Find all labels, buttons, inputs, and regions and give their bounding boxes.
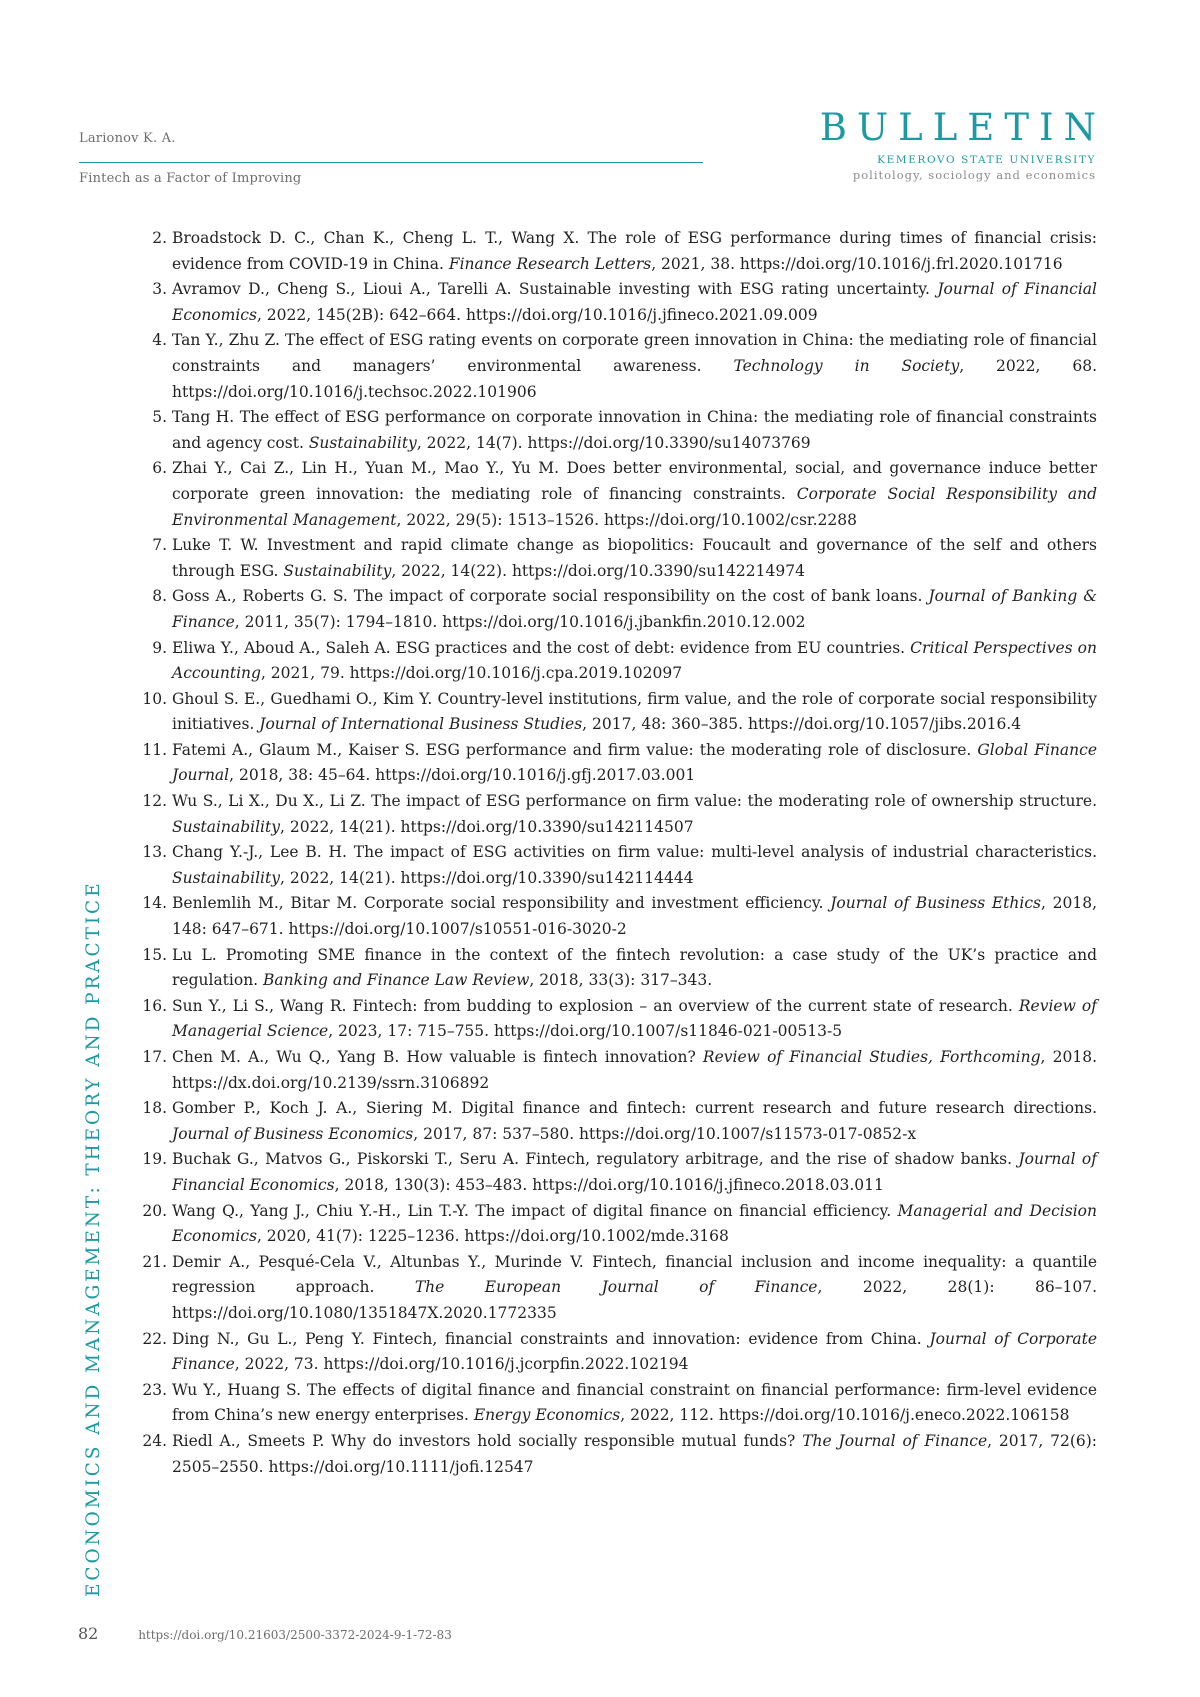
reference-text (172, 533, 1097, 584)
reference-authors-title: Chen M. A., Wu Q., Yang B. How valuable is fintech innovation? (172, 1048, 703, 1066)
reference-item (140, 994, 1097, 1045)
reference-authors-title: Wu S., Li X., Du X., Li Z. The impact of ESG performance on firm value: the moderating role of ownership structure. (172, 792, 1097, 811)
reference-number: 8. (152, 587, 167, 606)
reference-authors-title: Lu L. Promoting SME finance in the context of the fintech revolution: a case study of the UK’s practice and regulation. (172, 945, 1097, 990)
footer-doi-link[interactable]: https://doi.org/10.21603/2500-3372-2024-9-1-72-83 (138, 1628, 452, 1642)
reference-authors-title: Tan Y., Zhu Z. The effect of ESG rating events on corporate green innovation in China: the mediating role of financial constraints and managers’ environmental awareness. (172, 331, 1097, 375)
reference-text (172, 738, 1097, 789)
reference-item (140, 891, 1097, 942)
reference-text (172, 405, 1097, 456)
reference-details[interactable]: , 2018, 130(3): 453–483. https://doi.org/10.1016/j.jfineco.2018.03.011 (334, 1175, 884, 1194)
reference-details[interactable]: , 2020, 41(7): 1225–1236. https://doi.org/10.1002/mde.3168 (256, 1227, 729, 1246)
reference-item (140, 226, 1097, 277)
reference-item (140, 789, 1097, 840)
reference-item (140, 1429, 1097, 1480)
reference-text (172, 891, 1097, 942)
reference-authors-title: Ding N., Gu L., Peng Y. Fintech, financial constraints and innovation: evidence from China. (172, 1329, 930, 1348)
reference-details[interactable]: , 2017, 87: 537–580. https://doi.org/10.1007/s11573-017-0852-x (413, 1124, 917, 1143)
reference-item (140, 840, 1097, 891)
reference-number: 24. (142, 1431, 167, 1450)
reference-item (140, 584, 1097, 635)
reference-journal: Sustainability (283, 561, 392, 580)
reference-item (140, 738, 1097, 789)
reference-details[interactable]: , 2018. https://dx.doi.org/10.2139/ssrn.3106892 (172, 1048, 1097, 1092)
reference-authors-title: Benlemlih M., Bitar M. Corporate social responsibility and investment efficiency. (172, 894, 831, 913)
reference-item (140, 1199, 1097, 1250)
reference-number: 4. (152, 331, 167, 350)
reference-details[interactable]: , 2021, 38. https://doi.org/10.1016/j.frl.2020.101716 (651, 254, 1063, 273)
reference-authors-title: Wang Q., Yang J., Chiu Y.-H., Lin T.-Y. The impact of digital finance on financial efficiency. (172, 1201, 898, 1220)
reference-journal: Technology in Society (733, 356, 960, 375)
reference-details[interactable]: , 2022, 28(1): 86–107. https://doi.org/10.1080/1351847X.2020.1772335 (172, 1278, 1097, 1322)
reference-number: 17. (142, 1048, 167, 1066)
reference-journal: Journal of International Business Studies (259, 715, 583, 734)
reference-journal: Sustainability (172, 868, 280, 887)
page-footer (78, 1624, 452, 1643)
reference-text (172, 1250, 1097, 1327)
reference-list (140, 226, 1097, 1480)
reference-journal: Journal of Banking & Finance (172, 587, 1097, 631)
reference-number: 7. (152, 536, 167, 555)
reference-journal: The Journal of Finance (802, 1431, 988, 1450)
brand-subtitle-university: KEMEROVO STATE UNIVERSITY (877, 154, 1096, 166)
reference-details[interactable]: , 2011, 35(7): 1794–1810. https://doi.org/10.1016/j.jbankfin.2010.12.002 (234, 612, 806, 631)
reference-text (172, 1045, 1097, 1096)
reference-details[interactable]: , 2022, 68. https://doi.org/10.1016/j.techsoc.2022.101906 (172, 356, 1098, 401)
reference-item (140, 636, 1097, 687)
reference-journal: Global Finance Journal (172, 740, 1097, 785)
reference-authors-title: Gomber P., Koch J. A., Siering M. Digital finance and fintech: current research and future research directions. (172, 1099, 1097, 1118)
reference-number: 19. (142, 1150, 167, 1169)
reference-journal: Journal of Corporate Finance (172, 1329, 1097, 1374)
reference-authors-title: Buchak G., Matvos G., Piskorski T., Seru A. Fintech, regulatory arbitrage, and the rise of shadow banks. (172, 1150, 1019, 1169)
reference-authors-title: Zhai Y., Cai Z., Lin H., Yuan M., Mao Y., Yu M. Does better environmental, social, and governance induce better corporate green innovation: the mediating role of financing constraints. (172, 459, 1097, 503)
reference-details[interactable]: , 2018, 148: 647–671. https://doi.org/10.1007/s10551-016-3020-2 (172, 894, 1097, 939)
reference-item (140, 277, 1097, 328)
reference-details[interactable]: , 2018, 38: 45–64. https://doi.org/10.1016/j.gfj.2017.03.001 (229, 766, 696, 785)
reference-journal: Finance Research Letters (448, 254, 652, 273)
reference-item (140, 1327, 1097, 1378)
reference-item (140, 1378, 1097, 1429)
reference-item (140, 456, 1097, 533)
reference-journal: Review of Financial Studies, Forthcoming (702, 1048, 1041, 1066)
reference-details[interactable]: , 2022, 14(21). https://doi.org/10.3390/su142114444 (280, 868, 694, 887)
reference-journal: The European Journal of Finance (414, 1278, 818, 1297)
reference-item (140, 1045, 1097, 1096)
reference-number: 14. (142, 894, 167, 913)
reference-number: 2. (152, 229, 167, 247)
reference-number: 10. (142, 689, 167, 708)
reference-number: 20. (142, 1201, 167, 1220)
reference-number: 11. (142, 740, 167, 759)
reference-number: 5. (152, 408, 167, 427)
reference-authors-title: Wu Y., Huang S. The effects of digital finance and financial constraint on financial performance: firm-level evidence from China’s new energy enterprises. (172, 1380, 1097, 1425)
reference-number: 13. (142, 843, 167, 862)
header-divider (79, 162, 703, 163)
reference-details[interactable]: , 2022, 112. https://doi.org/10.1016/j.eneco.2022.106158 (620, 1406, 1070, 1425)
header-running-title: Fintech as a Factor of Improving (79, 171, 302, 186)
page-header (79, 122, 703, 186)
reference-details[interactable]: , 2022, 73. https://doi.org/10.1016/j.jcorpfin.2022.102194 (234, 1355, 689, 1374)
reference-text (172, 943, 1097, 994)
reference-details[interactable]: , 2022, 14(21). https://doi.org/10.3390/su142114507 (280, 817, 694, 836)
reference-text (172, 789, 1097, 840)
reference-authors-title: Tang H. The effect of ESG performance on corporate innovation in China: the mediating role of financial constraints and agency cost. (172, 408, 1097, 452)
reference-details[interactable]: , 2022, 14(7). https://doi.org/10.3390/su14073769 (416, 433, 811, 452)
reference-text (172, 687, 1097, 738)
reference-item (140, 328, 1097, 405)
reference-details[interactable]: , 2022, 14(22). https://doi.org/10.3390/su142214974 (391, 561, 805, 580)
reference-text (172, 584, 1097, 635)
reference-details[interactable]: , 2023, 17: 715–755. https://doi.org/10.1007/s11846-021-00513-5 (328, 1022, 843, 1041)
reference-details[interactable]: , 2017, 48: 360–385. https://doi.org/10.1057/jibs.2016.4 (582, 715, 1022, 734)
reference-details[interactable]: , 2022, 29(5): 1513–1526. https://doi.org/10.1002/csr.2288 (396, 510, 857, 529)
reference-journal: Corporate Social Responsibility and Environmental Management (172, 484, 1097, 529)
reference-item (140, 1096, 1097, 1147)
reference-authors-title: Broadstock D. C., Chan K., Cheng L. T., Wang X. The role of ESG performance during times of financial crisis: evidence from COVID-19 in China. (172, 229, 1097, 273)
reference-number: 22. (142, 1329, 167, 1348)
reference-number: 3. (152, 280, 167, 299)
reference-number: 23. (142, 1380, 167, 1399)
reference-details[interactable]: , 2018, 33(3): 317–343. (529, 971, 713, 990)
reference-text (172, 456, 1097, 533)
reference-journal: Energy Economics (473, 1406, 621, 1425)
reference-number: 6. (152, 459, 167, 478)
reference-item (140, 687, 1097, 738)
reference-number: 18. (142, 1099, 167, 1118)
reference-journal: Banking and Finance Law Review (263, 971, 530, 990)
reference-number: 16. (142, 996, 167, 1015)
reference-journal: Journal of Business Economics (172, 1124, 414, 1143)
brand-subtitle-series: politology, sociology and economics (852, 168, 1096, 182)
reference-number: 21. (142, 1252, 167, 1271)
reference-text (172, 840, 1097, 891)
reference-journal: Journal of Financial Economics (172, 1150, 1097, 1194)
reference-text (172, 226, 1097, 277)
reference-text (172, 1429, 1097, 1480)
header-author: Larionov K. A. (79, 131, 176, 146)
reference-journal: Sustainability (172, 817, 280, 836)
reference-details[interactable]: , 2021, 79. https://doi.org/10.1016/j.cpa.2019.102097 (260, 664, 683, 683)
reference-authors-title: Eliwa Y., Aboud A., Saleh A. ESG practices and the cost of debt: evidence from EU countries. (172, 638, 911, 657)
reference-authors-title: Goss A., Roberts G. S. The impact of corporate social responsibility on the cost of bank loans. (172, 587, 929, 606)
reference-authors-title: Demir A., Pesqué-Cela V., Altunbas Y., Murinde V. Fintech, financial inclusion and income inequality: a quantile regression approach. (172, 1252, 1097, 1297)
reference-authors-title: Avramov D., Cheng S., Lioui A., Tarelli A. Sustainable investing with ESG rating uncertainty. (172, 280, 938, 299)
reference-details[interactable]: , 2022, 145(2B): 642–664. https://doi.org/10.1016/j.jfineco.2021.09.009 (256, 305, 818, 324)
reference-journal: Journal of Business Ethics (830, 894, 1041, 913)
reference-text (172, 1199, 1097, 1250)
reference-item (140, 1147, 1097, 1198)
reference-text (172, 1096, 1097, 1147)
reference-authors-title: Ghoul S. E., Guedhami O., Kim Y. Country-level institutions, firm value, and the role of corporate social responsibility initiatives. (172, 689, 1097, 734)
reference-authors-title: Chang Y.-J., Lee B. H. The impact of ESG activities on firm value: multi-level analysis of industrial characteristics. (172, 843, 1097, 862)
reference-item (140, 533, 1097, 584)
reference-text (172, 1327, 1097, 1378)
reference-journal: Critical Perspectives on Accounting (172, 638, 1097, 683)
reference-details[interactable]: , 2017, 72(6): 2505–2550. https://doi.org/10.1111/jofi.12547 (172, 1431, 1098, 1476)
reference-authors-title: Riedl A., Smeets P. Why do investors hold socially responsible mutual funds? (172, 1431, 803, 1450)
reference-journal: Managerial and Decision Economics (172, 1201, 1097, 1246)
reference-number: 9. (152, 638, 167, 657)
reference-text (172, 1378, 1097, 1429)
reference-authors-title: Luke T. W. Investment and rapid climate change as biopolitics: Foucault and governance of the self and others through ESG. (172, 536, 1097, 580)
reference-journal: Sustainability (308, 433, 417, 452)
reference-journal: Journal of Financial Economics (172, 280, 1098, 324)
reference-text (172, 277, 1097, 328)
page-number: 82 (78, 1624, 99, 1643)
reference-text (172, 1147, 1097, 1198)
reference-authors-title: Fatemi A., Glaum M., Kaiser S. ESG performance and firm value: the moderating role of disclosure. (172, 740, 978, 759)
reference-text (172, 636, 1097, 687)
reference-number: 12. (142, 792, 167, 811)
reference-item (140, 943, 1097, 994)
reference-journal: Review of Managerial Science (172, 996, 1097, 1041)
reference-text (172, 328, 1097, 405)
reference-number: 15. (142, 945, 167, 964)
section-side-label: ECONOMICS AND MANAGEMENT: THEORY AND PRACTICE (83, 880, 104, 1597)
reference-item (140, 1250, 1097, 1327)
brand-title: BULLETIN (819, 106, 1106, 149)
reference-item (140, 405, 1097, 456)
journal-brand (819, 106, 1106, 182)
reference-authors-title: Sun Y., Li S., Wang R. Fintech: from budding to explosion – an overview of the current state of research. (172, 996, 1019, 1015)
reference-text (172, 994, 1097, 1045)
